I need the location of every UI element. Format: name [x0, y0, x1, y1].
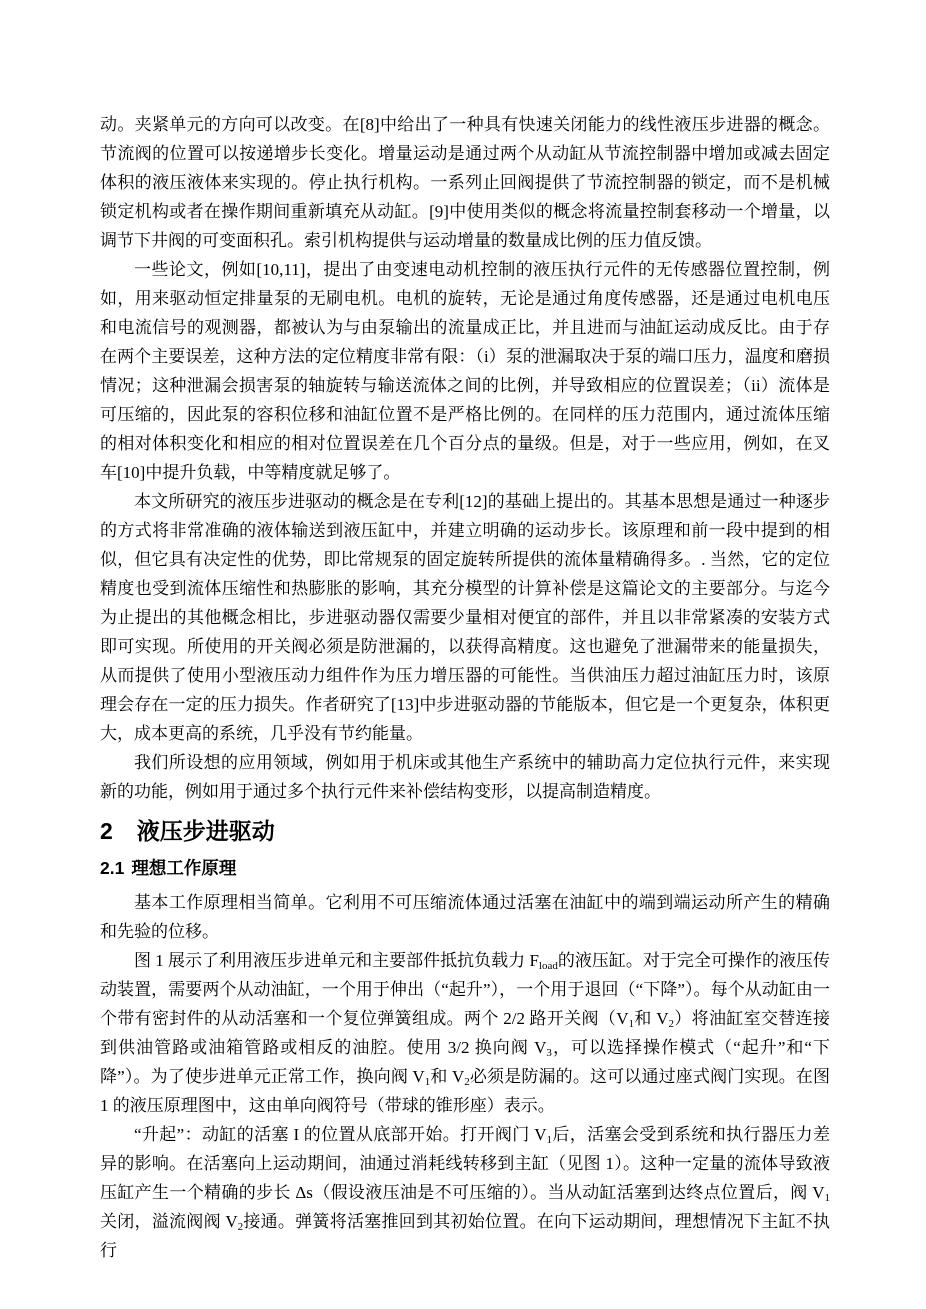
body-paragraph: 图 1 展示了利用液压步进单元和主要部件抵抗负载力 $F_{load}$的液压缸。对于完全可操作的液压传动装置，需要两个从动油缸，一个用于伸出（“起升”），一个用于退回（“下降”）。每个从动缸由一个带有密封件的从动活塞和一个复位弹簧组成。两个 2/2 路开关阀（$V_1$和 $V_2$）将油缸室交替连接到供油管路或油箱管路或相反的油腔。使用 3/2 换向阀 $V_3$，可以选择操作模式（“起升”和“下降”）。为了使步进单元正常工作，换向阀 $V_1$和 $V_2$必须是防漏的。这可以通过座式阀门实现。在图 1 的液压原理图中，这由单向阀符号（带球的锥形座）表示。: [100, 951, 831, 1115]
body-paragraph: 本文所研究的液压步进驱动的概念是在专利[12]的基础上提出的。其基本思想是通过一种逐步的方式将非常准确的液体输送到液压缸中，并建立明确的运动步长。该原理和前一段中提到的相似，但它具有决定性的优势，即比常规泵的固定旋转所提供的流体量精确得多。. 当然，它的定位精度也受到流体压缩性和热膨胀的影响，其充分模型的计算补偿是这篇论文的主要部分。与迄今为止提出的其他概念相比，步进驱动器仅需要少量相对便宜的部件，并且以非常紧凑的安装方式即可实现。所使用的开关阀必须是防泄漏的，以获得高精度。这也避免了泄漏带来的能量损失，从而提供了使用小型液压动力组件作为压力增压器的可能性。当供油压力超过油缸压力时，该原理会存在一定的压力损失。作者研究了[13]中步进驱动器的节能版本，但它是一个更复杂，体积更大，成本更高的系统，几乎没有节约能量。: [100, 492, 830, 743]
section-number: 2: [100, 818, 113, 844]
subsection-title: 理想工作原理: [131, 858, 237, 878]
body-paragraph: 基本工作原理相当简单。它利用不可压缩流体通过活塞在油缸中的端到端运动所产生的精确和先验的位移。: [100, 893, 830, 941]
body-paragraph-continuation: 动。夹紧单元的方向可以改变。在[8]中给出了一种具有快速关闭能力的线性液压步进器的概念。节流阀的位置可以按递增步长变化。增量运动是通过两个从动缸从节流控制器中增加或减去固定体积的液压液体来实现的。停止执行机构。一系列止回阀提供了节流控制器的锁定，而不是机械锁定机构或者在操作期间重新填充从动缸。[9]中使用类似的概念将流量控制套移动一个增量，以调节下井阀的可变面积孔。索引机构提供与运动增量的数量成比例的压力值反馈。: [100, 115, 830, 250]
section-title: 液压步进驱动: [136, 818, 275, 844]
subsection-heading: [100, 854, 830, 882]
section-heading: [100, 816, 830, 846]
body-paragraph: “升起”：动缸的活塞 I 的位置从底部开始。打开阀门 $V_1$后，活塞会受到系统和执行器压力差异的影响。在活塞向上运动期间，油通过消耗线转移到主缸（见图 1）。这种一定量的流体导致液压缸产生一个精确的步长 Δs（假设液压油是不可压缩的）。当从动缸活塞到达终点位置后，阀 $V_1$关闭，溢流阀阀 $V_2$接通。弹簧将活塞推回到其初始位置。在向下运动期间，理想情况下主缸不执行: [100, 1125, 831, 1260]
subsection-number: 2.1: [100, 858, 125, 878]
body-paragraph: 我们所设想的应用领域，例如用于机床或其他生产系统中的辅助高力定位执行元件，来实现新的功能，例如用于通过多个执行元件来补偿结构变形，以提高制造精度。: [100, 753, 830, 801]
body-paragraph: 一些论文，例如[10,11]，提出了由变速电动机控制的液压执行元件的无传感器位置控制，例如，用来驱动恒定排量泵的无刷电机。电机的旋转，无论是通过角度传感器，还是通过电机电压和电流信号的观测器，都被认为与由泵输出的流量成正比，并且进而与油缸运动成反比。由于存在两个主要误差，这种方法的定位精度非常有限：（i）泵的泄漏取决于泵的端口压力，温度和磨损情况；这种泄漏会损害泵的轴旋转与输送流体之间的比例，并导致相应的位置误差；（ii）流体是可压缩的，因此泵的容积位移和油缸位置不是严格比例的。在同样的压力范围内，通过流体压缩的相对体积变化和相应的相对位置误差在几个百分点的量级。但是，对于一些应用，例如，在叉车[10]中提升负载，中等精度就足够了。: [100, 260, 830, 482]
